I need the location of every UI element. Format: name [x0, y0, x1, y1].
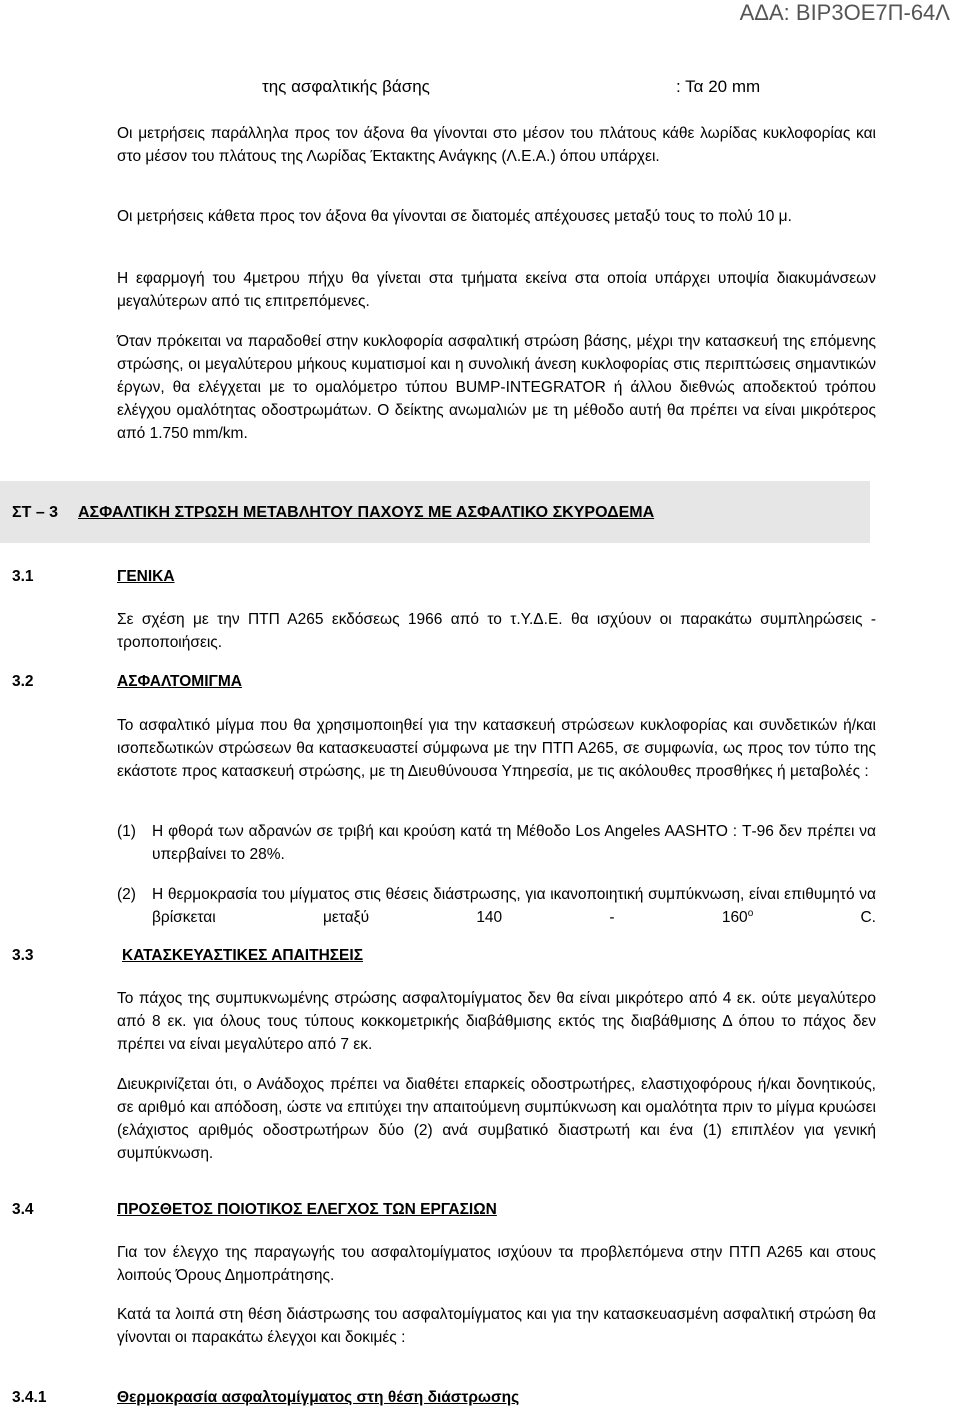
list-item-temperature-end: C. [753, 909, 876, 926]
paragraph-production-control: Για τον έλεγχο της παραγωγής του ασφαλτομίγματος ισχύουν τα προβλεπόμενα στην ΠΤΠ Α265 και στους λοιπούς Όρους Δημοπράτησης. [117, 1244, 876, 1284]
paragraph-bump-integrator: Όταν πρόκειται να παραδοθεί στην κυκλοφορία ασφαλτική στρώση βάσης, μέχρι την κατασκευή της επόμενης στρώσης, οι μεγαλύτερου μήκους κυματισμοί και η συνολική άνεση κυκλοφορίας στις περιπτώσεις σημαντικών έργων, θα ελέγχεται με το ομαλόμετρο τύπου BUMP-INTEGRATOR ή άλλου διεθνώς αποδεκτού τρόπου ελέγχου ομαλότητας οδοστρωμάτων. Ο δείκτης ανωμαλιών με τη μέθοδο αυτή θα πρέπει να είναι μικρότερος από 1.750 mm/km. [117, 333, 876, 442]
paragraph-measurements-perpendicular: Οι μετρήσεις κάθετα προς τον άξονα θα γίνονται σε διατομές απέχουσες μεταξύ τους το πολύ 10 μ. [117, 208, 792, 225]
base-value: : Τα 20 mm [676, 77, 761, 96]
list-item-temperature-line1 [152, 883, 876, 929]
paragraph-measurements-parallel: Οι μετρήσεις παράλληλα προς τον άξονα θα γίνονται στο μέσον του πλάτους κάθε λωρίδας κυκλοφορίας και στο μέσον του πλάτους της Λωρίδας Έκτακτης Ανάγκης (Λ.Ε.Α.) όπου υπάρχει. [117, 125, 876, 165]
section-title-3-4-1: Θερμοκρασία ασφαλτομίγματος στη θέση διάστρωσης [117, 1389, 520, 1406]
section-number-3-4-1: 3.4.1 [12, 1389, 47, 1406]
section-title-3-4: ΠΡΟΣΘΕΤΟΣ ΠΟΙΟΤΙΚΟΣ ΕΛΕΓΧΟΣ ΤΩΝ ΕΡΓΑΣΙΩΝ [117, 1201, 497, 1218]
base-label: της ασφαλτικής βάσης [262, 77, 430, 96]
paragraph-site-checks: Κατά τα λοιπά στη θέση διάστρωσης του ασφαλτομίγματος και για την κατασκευασμένη ασφαλτική στρώση θα γίνονται οι παρακάτω έλεγχοι και δοκιμές : [117, 1306, 876, 1346]
section-number-3-4: 3.4 [12, 1201, 34, 1218]
paragraph-asphalt-mix: Το ασφαλτικό μίγμα που θα χρησιμοποιηθεί για την κατασκευή στρώσεων κυκλοφορίας και συνδετικών ή/και ισοπεδωτικών στρώσεων θα κατασκευαστεί σύμφωνα με την ΠΤΠ Α265, σε συμφωνία, ως προς τον τύπο της εκάστοτε προς κατασκευή στρώσης, με τη Διευθύνουσα Υπηρεσία, με τις ακόλουθες προσθήκες ή μεταβολές : [117, 717, 876, 780]
section-number-3-2: 3.2 [12, 673, 34, 690]
paragraph-straightedge: Η εφαρμογή του 4μετρου πήχυ θα γίνεται στα τμήματα εκείνα στα οποία υπάρχει υποψία διακυμάνσεων μεγαλύτερων από τις επιτρεπόμενες. [117, 270, 876, 310]
paragraph-thickness: Το πάχος της συμπυκνωμένης στρώσης ασφαλτομίγματος δεν θα είναι μικρότερο από 4 εκ. ούτε μεγαλύτερο από 8 εκ. για όλους τους τύπους κοκκομετρικής διαβάθμισης εκτός της διαβάθμισης Δ όπου το πάχος δεν πρέπει να είναι μεγαλύτερο από 7 εκ. [117, 990, 876, 1053]
section-number-st3: ΣΤ – 3 [12, 504, 59, 521]
list-item-los-angeles: Η φθορά των αδρανών σε τριβή και κρούση κατά τη Μέθοδο Los Angeles AASHTO : Τ-96 δεν πρέπει να υπερβαίνει το 28%. [152, 823, 876, 863]
ada-code: ΑΔΑ: ΒΙΡ3ΟΕ7Π-64Λ [739, 0, 950, 25]
section-number-3-1: 3.1 [12, 568, 34, 585]
list-item-temperature-text: Η θερμοκρασία του μίγματος στις θέσεις διάστρωσης, για ικανοποιητική συμπύκνωση, είναι επιθυμητό να βρίσκεται μεταξύ 140 - 160 [152, 886, 876, 926]
section-title-3-2: ΑΣΦΑΛΤΟΜΙΓΜΑ [117, 673, 242, 690]
section-title-3-3: ΚΑΤΑΣΚΕΥΑΣΤΙΚΕΣ ΑΠΑΙΤΗΣΕΙΣ [122, 947, 364, 964]
section-title-3-1: ΓΕΝΙΚΑ [117, 568, 175, 585]
degree-mark: ο [747, 908, 754, 919]
section-number-3-3: 3.3 [12, 947, 34, 964]
list-item-number-1: (1) [117, 823, 136, 840]
section-title-st3: ΑΣΦΑΛΤΙΚΗ ΣΤΡΩΣΗ ΜΕΤΑΒΛΗΤΟΥ ΠΑΧΟΥΣ ΜΕ ΑΣΦΑΛΤΙΚΟ ΣΚΥΡΟΔΕΜΑ [78, 504, 655, 521]
paragraph-rollers: Διευκρινίζεται ότι, ο Ανάδοχος πρέπει να διαθέτει επαρκείς οδοστρωτήρες, ελαστιχοφόρους ή/και δονητικούς, σε αριθμό και απόδοση, ώστε να επιτύχει την απαιτούμενη συμπύκνωση και ομαλότητα πριν το μίγμα κρυώσει (ελάχιστος αριθμός οδοστρωτήρων δύο (2) ανά συμβατικό διαστρωτή και ένα (1) επιπλέον για γενική συμπύκνωση. [117, 1076, 876, 1162]
list-item-number-2: (2) [117, 886, 136, 903]
paragraph-general: Σε σχέση με την ΠΤΠ Α265 εκδόσεως 1966 από το τ.Υ.Δ.Ε. θα ισχύουν οι παρακάτω συμπληρώσεις - τροποποιήσεις. [117, 611, 876, 651]
